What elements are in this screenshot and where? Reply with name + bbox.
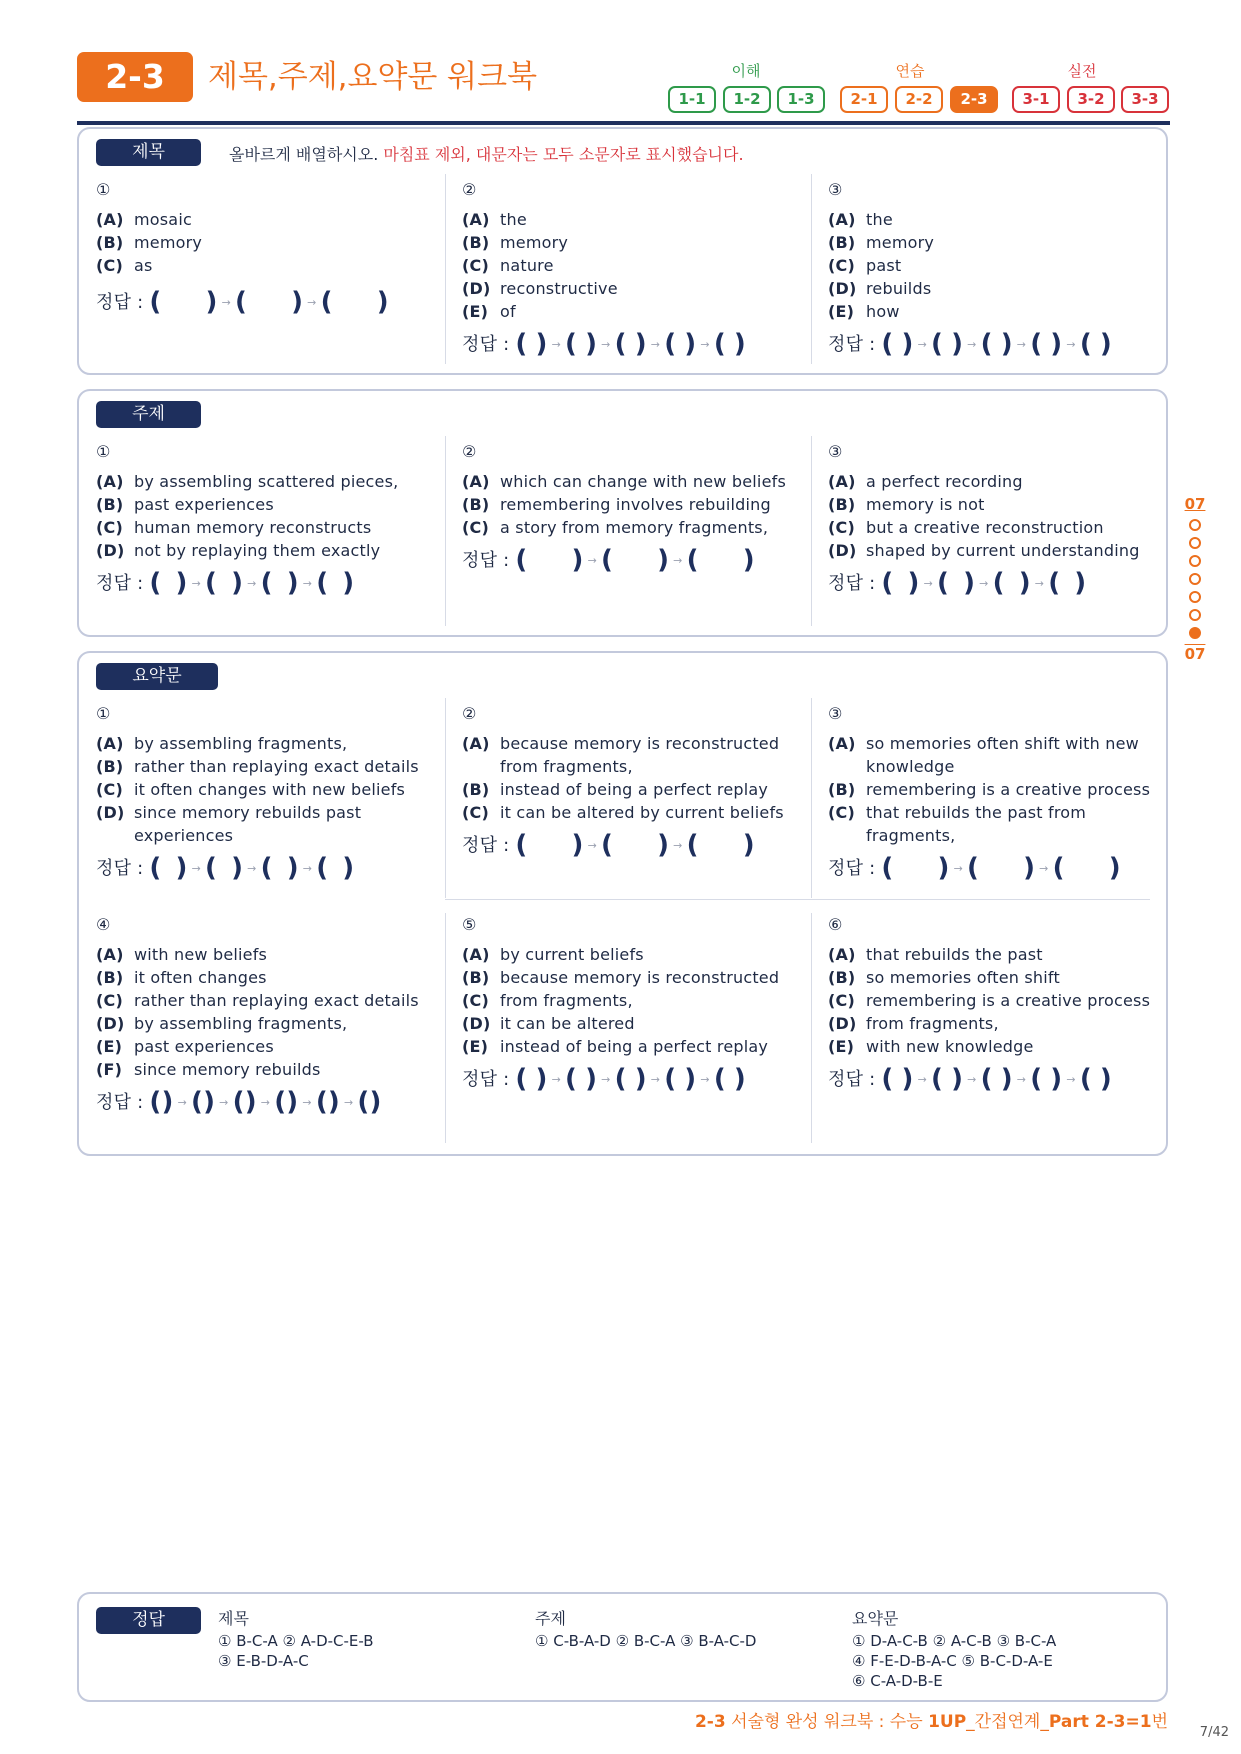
option: (C) as: [96, 256, 153, 275]
summary-section-label: 요약문: [96, 663, 218, 690]
title-section: [77, 127, 1168, 375]
summary-section: [77, 651, 1168, 1156]
option: (E) instead of being a perfect replay: [462, 1037, 769, 1056]
option: (C) nature: [462, 256, 554, 275]
item-number: ①: [96, 704, 111, 723]
option: (E) of: [462, 302, 516, 321]
answer-line[interactable]: 정답 : ( ) → ( ) → ( ) → ( ) → ( ): [462, 1064, 746, 1094]
group-label-practice: 연습: [895, 62, 925, 80]
option: (A) mosaic: [96, 210, 192, 229]
option: (A) the: [828, 210, 893, 229]
option: (C) remembering is a creative process: [828, 991, 1151, 1010]
footer-title: 2-3 서술형 완성 워크북 : 수능 1UP_간접연계_Part 2-3=1번: [694, 1712, 1168, 1732]
item-number: ①: [96, 442, 111, 461]
option: (C) past: [828, 256, 902, 275]
summary-item-2: [462, 704, 792, 860]
option: (B) memory: [828, 233, 935, 252]
progress-top-number: 07: [1184, 495, 1206, 513]
tab-1-3[interactable]: 1-3: [777, 86, 825, 113]
instruction: [229, 142, 744, 165]
title-item-2: [462, 180, 792, 359]
option: (B) memory: [96, 233, 203, 252]
answer-line[interactable]: 정답 : ( ) → ( ) → ( ): [462, 830, 755, 860]
option: (B) remembering involves rebuilding: [462, 495, 771, 514]
option: (E) with new knowledge: [828, 1037, 1034, 1056]
option: (C) but a creative reconstruction: [828, 518, 1104, 537]
answer-key-label: 정답: [96, 1607, 201, 1634]
option: (D) shaped by current understanding: [828, 541, 1140, 560]
answer-summary-heading: 요약문: [852, 1609, 899, 1628]
answer-line[interactable]: 정답 : ( ) → ( ) → ( ): [828, 853, 1121, 883]
answer-topic-heading: 주제: [535, 1609, 566, 1628]
progress-bottom-number: 07: [1184, 645, 1206, 663]
column-divider: [445, 913, 446, 1143]
option: (E) past experiences: [96, 1037, 274, 1056]
answer-topic-values: ① C-B-A-D ② B-C-A ③ B-A-C-D: [535, 1632, 757, 1650]
progress-dot-current: [1189, 627, 1201, 639]
option: (B) it often changes: [96, 968, 267, 987]
summary-item-6: [828, 915, 1158, 1094]
answer-line[interactable]: 정답 : ( ) → ( ) → ( ) → ( ): [96, 853, 355, 883]
item-number: ③: [828, 442, 843, 461]
progress-dot: [1189, 555, 1201, 567]
option: (A) with new beliefs: [96, 945, 268, 964]
tab-3-3[interactable]: 3-3: [1121, 86, 1169, 113]
topic-section: [77, 389, 1168, 637]
option: (D) reconstructive: [462, 279, 618, 298]
option: (B) remembering is a creative process: [828, 780, 1151, 799]
group-label-real: 실전: [1067, 62, 1097, 80]
item-number: ③: [828, 180, 843, 199]
summary-item-1: [96, 704, 426, 883]
option: (D) by assembling fragments,: [96, 1014, 348, 1033]
column-divider: [811, 913, 812, 1143]
option: (D) rebuilds: [828, 279, 932, 298]
title-item-3: [828, 180, 1158, 359]
tab-3-2[interactable]: 3-2: [1067, 86, 1115, 113]
option: (D) not by replaying them exactly: [96, 541, 381, 560]
row-divider: [445, 899, 1150, 900]
column-divider: [445, 436, 446, 626]
progress-dot: [1189, 537, 1201, 549]
progress-dot: [1189, 591, 1201, 603]
group-label-understand: 이해: [731, 62, 761, 80]
summary-item-3: [828, 704, 1158, 883]
page-number: 7/42: [1199, 1725, 1229, 1740]
progress-indicator: [1180, 495, 1210, 663]
option: (D) from fragments,: [828, 1014, 999, 1033]
answer-title-values: ① B-C-A ② A-D-C-E-B ③ E-B-D-A-C: [218, 1632, 374, 1670]
option: (A) which can change with new beliefs: [462, 472, 786, 491]
tab-2-1[interactable]: 2-1: [840, 86, 888, 113]
option: (E) how: [828, 302, 900, 321]
progress-dot: [1189, 519, 1201, 531]
option: (C) that rebuilds the past from fragments,: [828, 803, 1087, 845]
option: (A) because memory is reconstructed from fragments,: [462, 734, 780, 776]
topic-item-1: [96, 442, 426, 598]
item-number: ⑥: [828, 915, 843, 934]
answer-line[interactable]: 정답 : ( ) → ( ) → ( ) → ( ) → ( ): [828, 329, 1112, 359]
item-number: ③: [828, 704, 843, 723]
option: (B) past experiences: [96, 495, 274, 514]
answer-line[interactable]: 정답 : ( ) → ( ) → ( ) → ( ) → ( ): [828, 1064, 1112, 1094]
answer-line[interactable]: 정답 : ( ) → ( ) → ( ): [96, 287, 389, 317]
option: (B) memory is not: [828, 495, 985, 514]
answer-line[interactable]: 정답 : ( ) → ( ) → ( ) → ( ): [828, 568, 1087, 598]
page-title: 제목,주제,요약문 워크북: [208, 59, 538, 95]
option: (D) it can be altered: [462, 1014, 635, 1033]
title-item-1: [96, 180, 426, 317]
option: (B) because memory is reconstructed: [462, 968, 780, 987]
item-number: ②: [462, 180, 477, 199]
topic-item-3: [828, 442, 1158, 598]
option: (A) that rebuilds the past: [828, 945, 1043, 964]
progress-dot: [1189, 573, 1201, 585]
item-number: ②: [462, 442, 477, 461]
summary-item-4: [96, 915, 426, 1117]
option: (C) a story from memory fragments,: [462, 518, 769, 537]
answer-summary-values: ① D-A-C-B ② A-C-B ③ B-C-A ④ F-E-D-B-A-C ⑤ B-C-D-A-E ⑥ C-A-D-B-E: [852, 1632, 1057, 1690]
tab-1-2[interactable]: 1-2: [723, 86, 771, 113]
item-number: ⑤: [462, 915, 477, 934]
option: (C) human memory reconstructs: [96, 518, 372, 537]
progress-dot: [1189, 609, 1201, 621]
item-number: ①: [96, 180, 111, 199]
option: (A) the: [462, 210, 527, 229]
option: (A) by assembling scattered pieces,: [96, 472, 399, 491]
tab-1-1[interactable]: 1-1: [668, 86, 716, 113]
header-divider: [77, 121, 1170, 125]
title-section-label: 제목: [96, 139, 201, 166]
option: (A) by assembling fragments,: [96, 734, 348, 753]
column-divider: [445, 174, 446, 364]
topic-item-2: [462, 442, 792, 575]
option: (A) by current beliefs: [462, 945, 644, 964]
answer-line[interactable]: 정답 : ( ) → ( ) → ( ) → ( ): [96, 568, 355, 598]
column-divider: [811, 174, 812, 364]
tab-2-2[interactable]: 2-2: [895, 86, 943, 113]
option: (A) a perfect recording: [828, 472, 1023, 491]
option: (B) memory: [462, 233, 569, 252]
item-number: ④: [96, 915, 111, 934]
answer-title-heading: 제목: [218, 1609, 249, 1628]
answer-line[interactable]: 정답 : ( ) → ( ) → ( ): [462, 545, 755, 575]
tab-2-3[interactable]: 2-3: [950, 86, 998, 113]
option: (F) since memory rebuilds: [96, 1060, 321, 1079]
column-divider: [811, 698, 812, 898]
answer-line[interactable]: 정답 : ( ) → ( ) → ( ) → ( ) → ( ): [462, 329, 746, 359]
option: (C) from fragments,: [462, 991, 633, 1010]
option: (D) since memory rebuilds past experiences: [96, 803, 362, 845]
tab-3-1[interactable]: 3-1: [1012, 86, 1060, 113]
item-number: ②: [462, 704, 477, 723]
unit-badge: 2-3: [77, 52, 193, 102]
answer-line[interactable]: 정답 : ( ) → ( ) → ( ) → ( ) → ( ) → ( ): [96, 1087, 382, 1117]
option: (B) instead of being a perfect replay: [462, 780, 769, 799]
option: (B) so memories often shift: [828, 968, 1060, 987]
option: (C) rather than replaying exact details: [96, 991, 419, 1010]
instruction-note: 마침표 제외, 대문자는 모두 소문자로 표시했습니다.: [383, 145, 744, 164]
summary-item-5: [462, 915, 792, 1094]
topic-section-label: 주제: [96, 401, 201, 428]
answer-key: [77, 1592, 1168, 1702]
column-divider: [445, 698, 446, 898]
column-divider: [811, 436, 812, 626]
option: (C) it often changes with new beliefs: [96, 780, 406, 799]
instruction-main: 올바르게 배열하시오.: [229, 145, 379, 164]
option: (B) rather than replaying exact details: [96, 757, 419, 776]
option: (A) so memories often shift with new knowledge: [828, 734, 1139, 776]
option: (C) it can be altered by current beliefs: [462, 803, 784, 822]
